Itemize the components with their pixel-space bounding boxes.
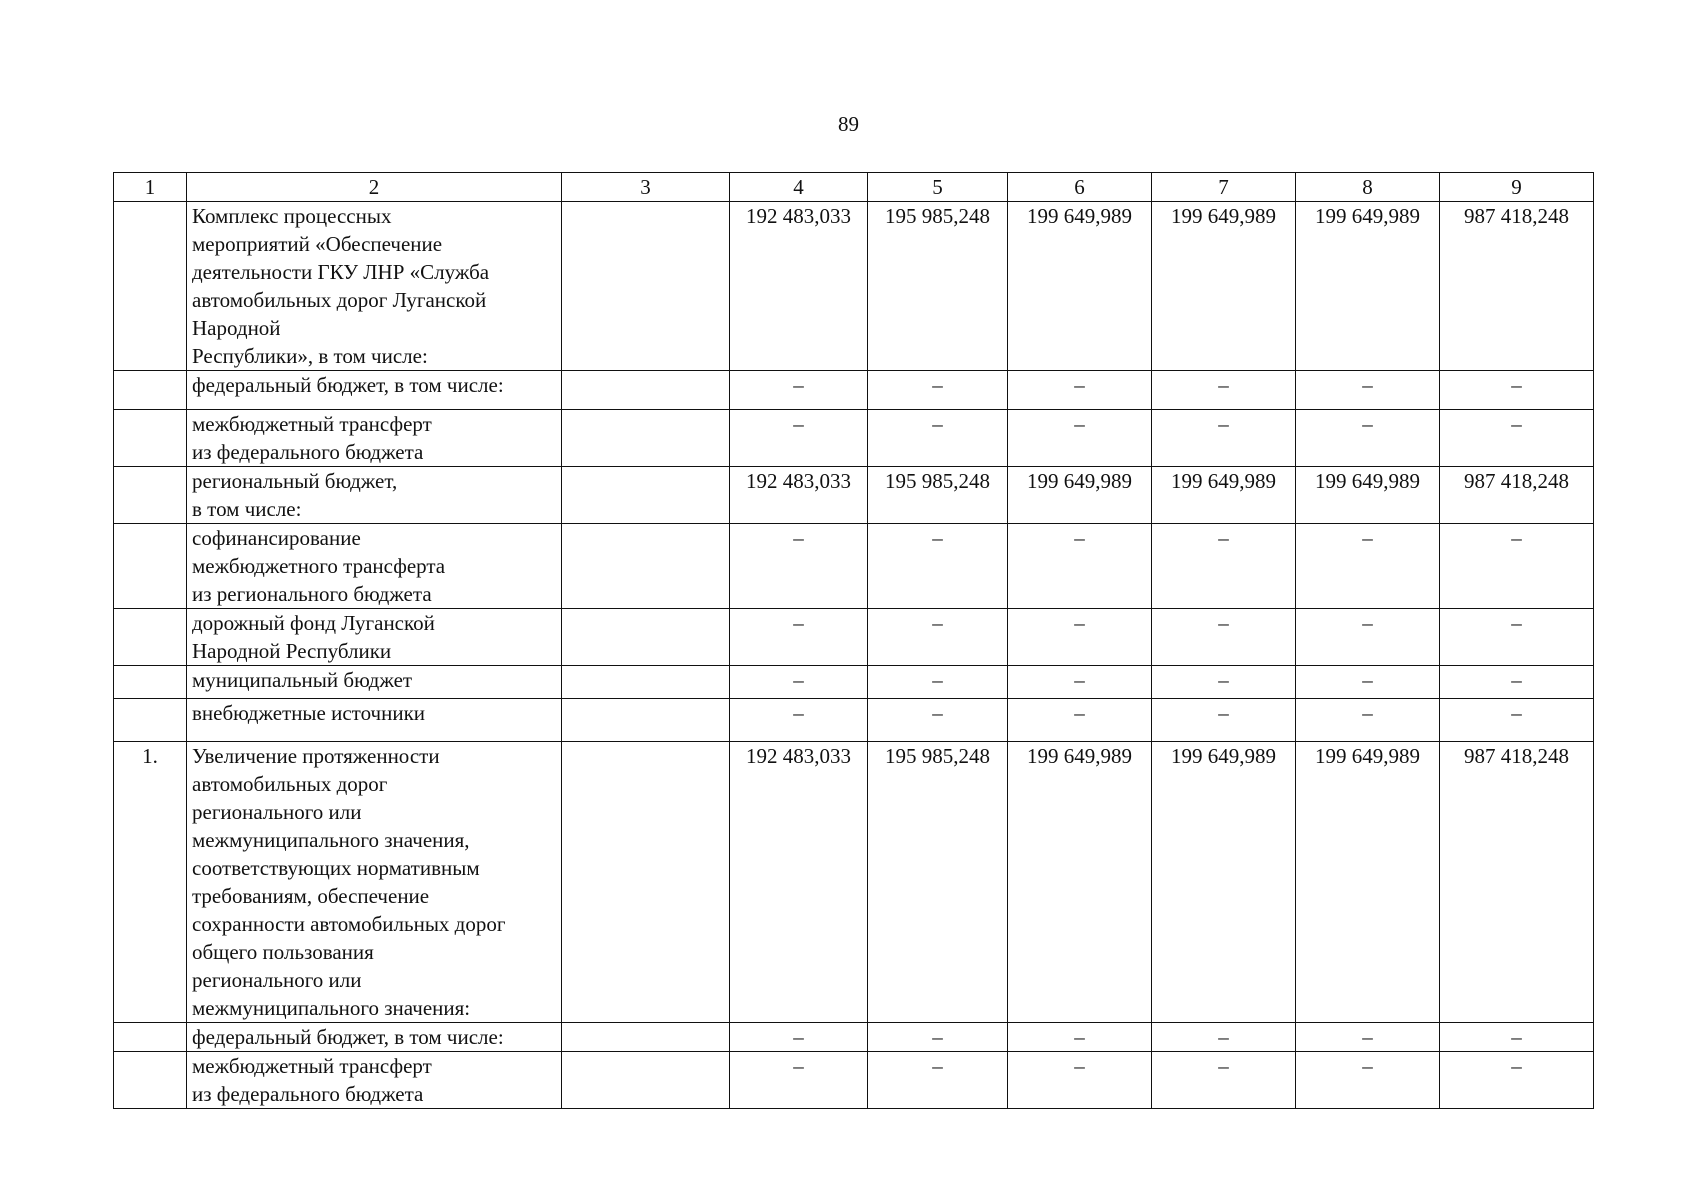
value-cell: – (1440, 1052, 1594, 1109)
value-cell: 987 418,248 (1440, 202, 1594, 371)
row-label-cell: софинансирование межбюджетного трансферта из регионального бюджета (187, 524, 562, 609)
value-cell: – (1440, 371, 1594, 410)
column-3-cell (562, 1023, 730, 1052)
table-row (114, 666, 1594, 699)
value-cell: – (1008, 1052, 1152, 1109)
value-cell: – (1152, 410, 1296, 467)
row-index-cell (114, 699, 187, 742)
row-index-cell (114, 524, 187, 609)
header-cell: 9 (1440, 173, 1594, 202)
row-label-cell: федеральный бюджет, в том числе: (187, 371, 562, 410)
value-cell: 987 418,248 (1440, 742, 1594, 1023)
row-label-cell: межбюджетный трансферт из федерального бюджета (187, 410, 562, 467)
table-row (114, 609, 1594, 666)
value-cell: – (730, 1023, 868, 1052)
value-cell: – (1296, 1023, 1440, 1052)
value-cell: – (868, 609, 1008, 666)
row-index-cell (114, 202, 187, 371)
table-row (114, 202, 1594, 371)
row-index-cell (114, 666, 187, 699)
row-label-cell: Комплекс процессных мероприятий «Обеспечение деятельности ГКУ ЛНР «Служба автомобильных дорог Луганской Народной Республики», в том числе: (187, 202, 562, 371)
row-index-cell (114, 1052, 187, 1109)
table-row (114, 742, 1594, 1023)
value-cell: – (1440, 699, 1594, 742)
value-cell: – (730, 609, 868, 666)
header-cell: 1 (114, 173, 187, 202)
value-cell: 199 649,989 (1008, 742, 1152, 1023)
table-row (114, 1052, 1594, 1109)
row-index-cell (114, 410, 187, 467)
column-3-cell (562, 371, 730, 410)
value-cell: – (1152, 666, 1296, 699)
value-cell: – (1008, 410, 1152, 467)
header-cell: 7 (1152, 173, 1296, 202)
row-index-cell (114, 1023, 187, 1052)
table-row (114, 699, 1594, 742)
value-cell: – (1296, 699, 1440, 742)
value-cell: – (868, 1052, 1008, 1109)
page-number: 89 (838, 112, 859, 136)
value-cell: 195 985,248 (868, 467, 1008, 524)
value-cell: 192 483,033 (730, 467, 868, 524)
value-cell: 987 418,248 (1440, 467, 1594, 524)
column-3-cell (562, 202, 730, 371)
row-label-cell: дорожный фонд Луганской Народной Республики (187, 609, 562, 666)
column-3-cell (562, 467, 730, 524)
value-cell: 195 985,248 (868, 742, 1008, 1023)
value-cell: – (730, 699, 868, 742)
value-cell: – (868, 524, 1008, 609)
column-3-cell (562, 699, 730, 742)
column-3-cell (562, 410, 730, 467)
value-cell: – (1296, 666, 1440, 699)
value-cell: – (1152, 371, 1296, 410)
column-3-cell (562, 1052, 730, 1109)
budget-table (113, 172, 1594, 1109)
value-cell: – (1152, 524, 1296, 609)
value-cell: – (1008, 666, 1152, 699)
value-cell: – (1008, 699, 1152, 742)
header-cell: 5 (868, 173, 1008, 202)
header-cell: 2 (187, 173, 562, 202)
column-3-cell (562, 609, 730, 666)
header-cell: 3 (562, 173, 730, 202)
value-cell: – (1008, 371, 1152, 410)
value-cell: – (1440, 410, 1594, 467)
value-cell: – (1296, 1052, 1440, 1109)
value-cell: 192 483,033 (730, 202, 868, 371)
value-cell: 199 649,989 (1296, 202, 1440, 371)
table-row (114, 410, 1594, 467)
value-cell: – (730, 524, 868, 609)
value-cell: – (1008, 1023, 1152, 1052)
row-label-cell: межбюджетный трансферт из федерального бюджета (187, 1052, 562, 1109)
value-cell: – (868, 666, 1008, 699)
value-cell: – (1152, 609, 1296, 666)
row-label-cell: муниципальный бюджет (187, 666, 562, 699)
header-row (114, 173, 1594, 202)
value-cell: 199 649,989 (1296, 467, 1440, 524)
value-cell: 199 649,989 (1152, 202, 1296, 371)
row-index-cell (114, 609, 187, 666)
value-cell: – (868, 410, 1008, 467)
value-cell: – (1296, 609, 1440, 666)
value-cell: – (1440, 609, 1594, 666)
value-cell: – (1440, 524, 1594, 609)
value-cell: – (868, 1023, 1008, 1052)
table-row (114, 371, 1594, 410)
table-row (114, 524, 1594, 609)
value-cell: – (868, 699, 1008, 742)
value-cell: 199 649,989 (1008, 467, 1152, 524)
table-row (114, 467, 1594, 524)
column-3-cell (562, 524, 730, 609)
value-cell: – (1296, 524, 1440, 609)
value-cell: – (1296, 371, 1440, 410)
row-index-cell (114, 467, 187, 524)
value-cell: – (730, 1052, 868, 1109)
header-cell: 8 (1296, 173, 1440, 202)
value-cell: – (1152, 1023, 1296, 1052)
row-label-cell: региональный бюджет, в том числе: (187, 467, 562, 524)
column-3-cell (562, 666, 730, 699)
column-3-cell (562, 742, 730, 1023)
header-cell: 4 (730, 173, 868, 202)
value-cell: 195 985,248 (868, 202, 1008, 371)
row-label-cell: внебюджетные источники (187, 699, 562, 742)
value-cell: – (1152, 1052, 1296, 1109)
value-cell: 199 649,989 (1008, 202, 1152, 371)
row-index-cell (114, 371, 187, 410)
header-cell: 6 (1008, 173, 1152, 202)
table-row (114, 1023, 1594, 1052)
value-cell: – (730, 371, 868, 410)
value-cell: 192 483,033 (730, 742, 868, 1023)
row-label-cell: федеральный бюджет, в том числе: (187, 1023, 562, 1052)
value-cell: – (1440, 1023, 1594, 1052)
value-cell: – (730, 666, 868, 699)
value-cell: – (1152, 699, 1296, 742)
row-index-cell: 1. (114, 742, 187, 1023)
value-cell: 199 649,989 (1296, 742, 1440, 1023)
value-cell: – (1008, 524, 1152, 609)
value-cell: – (1440, 666, 1594, 699)
value-cell: – (730, 410, 868, 467)
table-body (114, 173, 1594, 1109)
row-label-cell: Увеличение протяженности автомобильных дорог регионального или межмуниципального значения, соответствующих нормативным требованиям, обеспечение сохранности автомобильных дорог общего пользования регионального или межмуниципального значения: (187, 742, 562, 1023)
value-cell: – (1008, 609, 1152, 666)
value-cell: – (868, 371, 1008, 410)
value-cell: 199 649,989 (1152, 467, 1296, 524)
value-cell: 199 649,989 (1152, 742, 1296, 1023)
value-cell: – (1296, 410, 1440, 467)
